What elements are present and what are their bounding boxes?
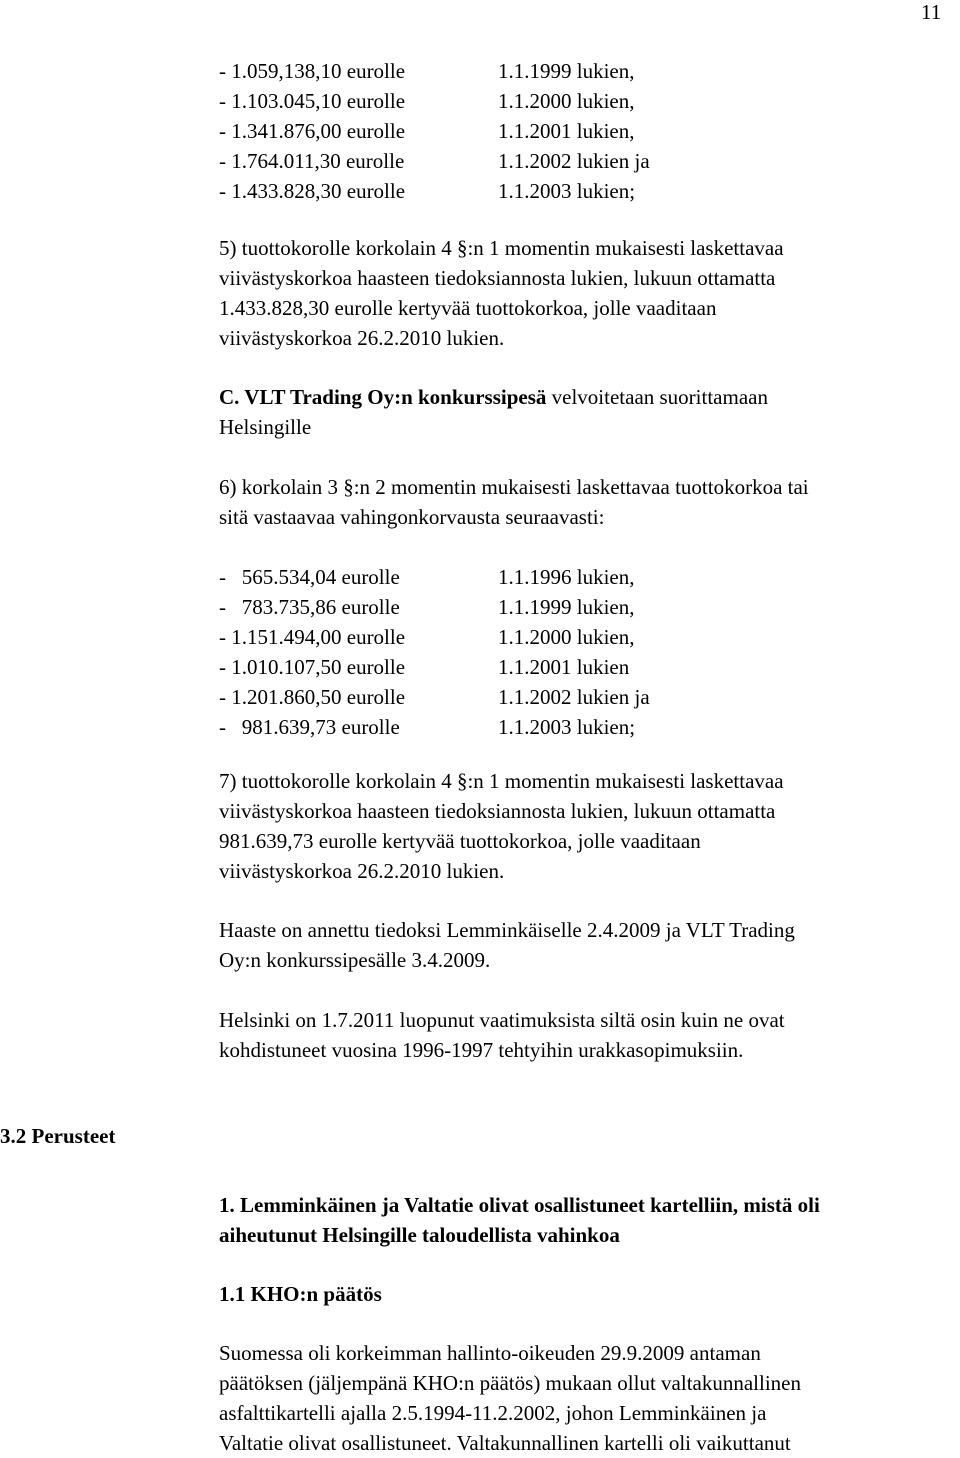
- text-line: 981.639,73 eurolle kertyvää tuottokorkoa, jolle vaaditaan: [219, 829, 701, 853]
- date: 1.1.1996 lukien,: [498, 565, 635, 589]
- text-line: Suomessa oli korkeimman hallinto-oikeuden 29.9.2009 antaman: [219, 1341, 761, 1365]
- subheading-1: [219, 1190, 939, 1250]
- paragraph-6: [219, 472, 939, 532]
- amount: - 1.010.107,50 eurolle: [219, 655, 406, 679]
- text-line: aiheutunut Helsingille taloudellista vahinkoa: [219, 1223, 620, 1247]
- paragraph-7: [219, 766, 939, 886]
- section-c-title: C. VLT Trading Oy:n konkurssipesä: [219, 385, 547, 409]
- date: 1.1.2001 lukien: [498, 655, 630, 679]
- date: 1.1.1999 lukien,: [498, 595, 635, 619]
- text-line: 6) korkolain 3 §:n 2 momentin mukaisesti laskettavaa tuottokorkoa tai: [219, 475, 809, 499]
- amount: - 565.534,04 eurolle: [219, 565, 400, 589]
- subheading-1-1: [219, 1279, 939, 1309]
- text-line: 1. Lemminkäinen ja Valtatie olivat osallistuneet kartelliin, mistä oli: [219, 1193, 820, 1217]
- paragraph-5: [219, 233, 939, 353]
- date: 1.1.2000 lukien,: [498, 625, 635, 649]
- section-c: [219, 382, 939, 442]
- text-line: [219, 382, 939, 412]
- date: 1.1.2002 lukien ja: [498, 149, 650, 173]
- amount: - 981.639,73 eurolle: [219, 715, 400, 739]
- date: 1.1.2003 lukien;: [498, 179, 636, 203]
- paragraph-haaste: [219, 915, 939, 975]
- amount: - 1.433.828,30 eurolle: [219, 179, 406, 203]
- amount: - 1.341.876,00 eurolle: [219, 119, 406, 143]
- text-line: Helsinki on 1.7.2011 luopunut vaatimuksista siltä osin kuin ne ovat: [219, 1008, 785, 1032]
- section-heading: 3.2 Perusteet: [0, 1124, 116, 1148]
- date: 1.1.1999 lukien,: [498, 59, 635, 83]
- amount: - 1.103.045,10 eurolle: [219, 89, 406, 113]
- amount: - 1.201.860,50 eurolle: [219, 685, 406, 709]
- paragraph-kho: [219, 1338, 939, 1458]
- text-line: kohdistuneet vuosina 1996-1997 tehtyihin urakkasopimuksiin.: [219, 1038, 744, 1062]
- amount: - 783.735,86 eurolle: [219, 595, 400, 619]
- text-line: Oy:n konkurssipesälle 3.4.2009.: [219, 948, 491, 972]
- page-number: 11: [921, 0, 942, 24]
- section-c-text: velvoitetaan suorittamaan: [546, 385, 768, 409]
- text-line: viivästyskorkoa haasteen tiedoksiannosta lukien, lukuun ottamatta: [219, 266, 776, 290]
- text-line: sitä vastaavaa vahingonkorvausta seuraavasti:: [219, 505, 605, 529]
- amount: - 1.764.011,30 eurolle: [219, 149, 405, 173]
- text-line: asfalttikartelli ajalla 2.5.1994-11.2.2002, johon Lemminkäinen ja: [219, 1401, 767, 1425]
- date: 1.1.2001 lukien,: [498, 119, 635, 143]
- date: 1.1.2003 lukien;: [498, 715, 636, 739]
- text-line: Haaste on annettu tiedoksi Lemminkäiselle 2.4.2009 ja VLT Trading: [219, 918, 795, 942]
- text-line: päätöksen (jäljempänä KHO:n päätös) mukaan ollut valtakunnallinen: [219, 1371, 801, 1395]
- text-line: Valtatie olivat osallistuneet. Valtakunnallinen kartelli oli vaikuttanut: [219, 1431, 791, 1455]
- text-line: 5) tuottokorolle korkolain 4 §:n 1 momentin mukaisesti laskettavaa: [219, 236, 784, 260]
- amount: - 1.151.494,00 eurolle: [219, 625, 406, 649]
- paragraph-helsinki: [219, 1005, 939, 1065]
- text-line: viivästyskorkoa haasteen tiedoksiannosta lukien, lukuun ottamatta: [219, 799, 776, 823]
- text-line: 7) tuottokorolle korkolain 4 §:n 1 momentin mukaisesti laskettavaa: [219, 769, 784, 793]
- text-line: 1.433.828,30 eurolle kertyvää tuottokorkoa, jolle vaaditaan: [219, 296, 717, 320]
- text-line: 1.1 KHO:n päätös: [219, 1282, 382, 1306]
- date: 1.1.2002 lukien ja: [498, 685, 650, 709]
- text-line: viivästyskorkoa 26.2.2010 lukien.: [219, 859, 505, 883]
- amount: - 1.059,138,10 eurolle: [219, 59, 406, 83]
- text-line: Helsingille: [219, 415, 312, 439]
- text-line: viivästyskorkoa 26.2.2010 lukien.: [219, 326, 505, 350]
- date: 1.1.2000 lukien,: [498, 89, 635, 113]
